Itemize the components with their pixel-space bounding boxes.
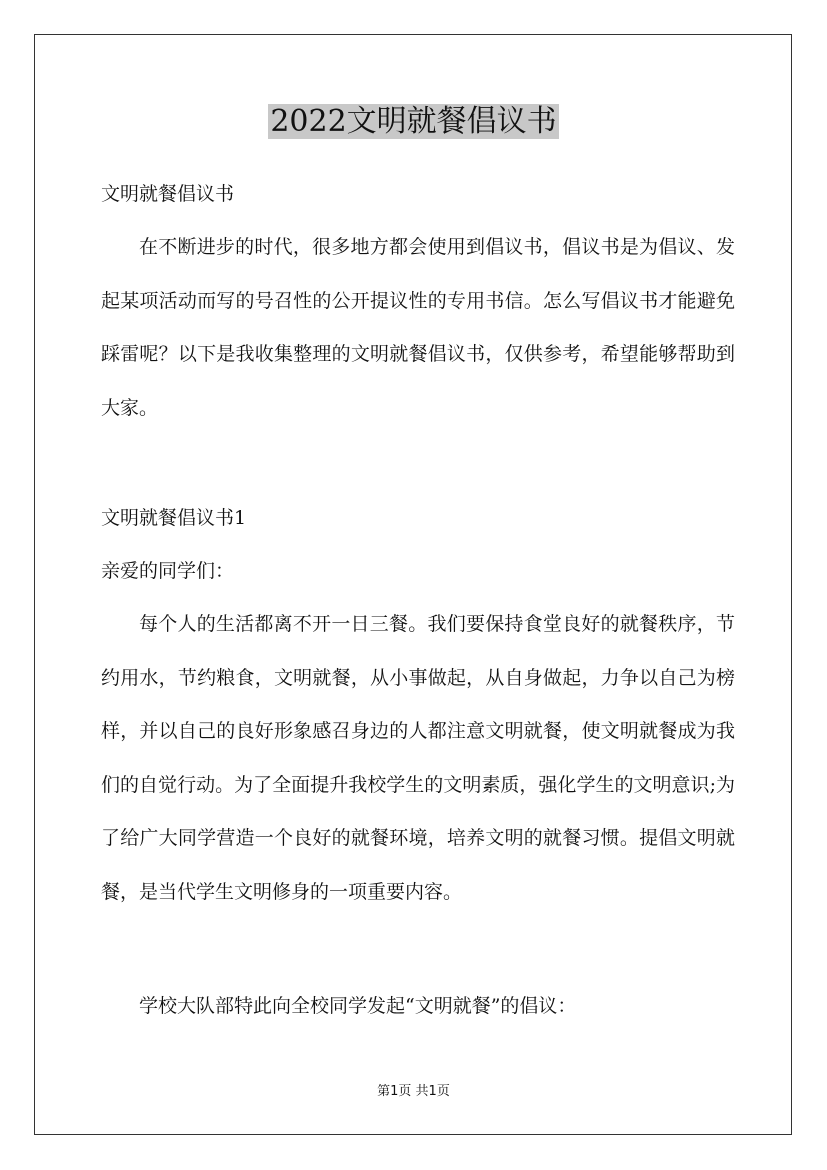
section-heading: 文明就餐倡议书1 bbox=[101, 507, 247, 529]
page-footer: 第1页 共1页 bbox=[377, 1084, 450, 1099]
intro-paragraph: 在不断进步的时代，很多地方都会使用到倡议书，倡议书是为倡议、发起某项活动而写的号召性的公开提议性的专用书信。怎么写倡议书才能避免踩雷呢？以下是我收集整理的文明就餐倡议书，仅供参考，希望能够帮助到大家。 bbox=[101, 236, 735, 419]
salutation: 亲爱的同学们： bbox=[101, 560, 235, 582]
document-title-text: 2022文明就餐倡议书 bbox=[270, 104, 557, 139]
document-title bbox=[0, 100, 827, 144]
body-paragraph-1: 每个人的生活都离不开一日三餐。我们要保持食堂良好的就餐秩序，节约用水，节约粮食，文明就餐，从小事做起，从自身做起，力争以自己为榜样，并以自己的良好形象感召身边的人都注意文明就餐，使文明就餐成为我们的自觉行动。为了全面提升我校学生的文明素质，强化学生的文明意识;为了给广大同学营造一个良好的就餐环境，培养文明的就餐习惯。提倡文明就餐，是当代学生文明修身的一项重要内容。 bbox=[101, 613, 735, 903]
body-paragraph-2: 学校大队部特此向全校同学发起“文明就餐”的倡议： bbox=[139, 995, 577, 1017]
document-subtitle: 文明就餐倡议书 bbox=[101, 183, 235, 205]
